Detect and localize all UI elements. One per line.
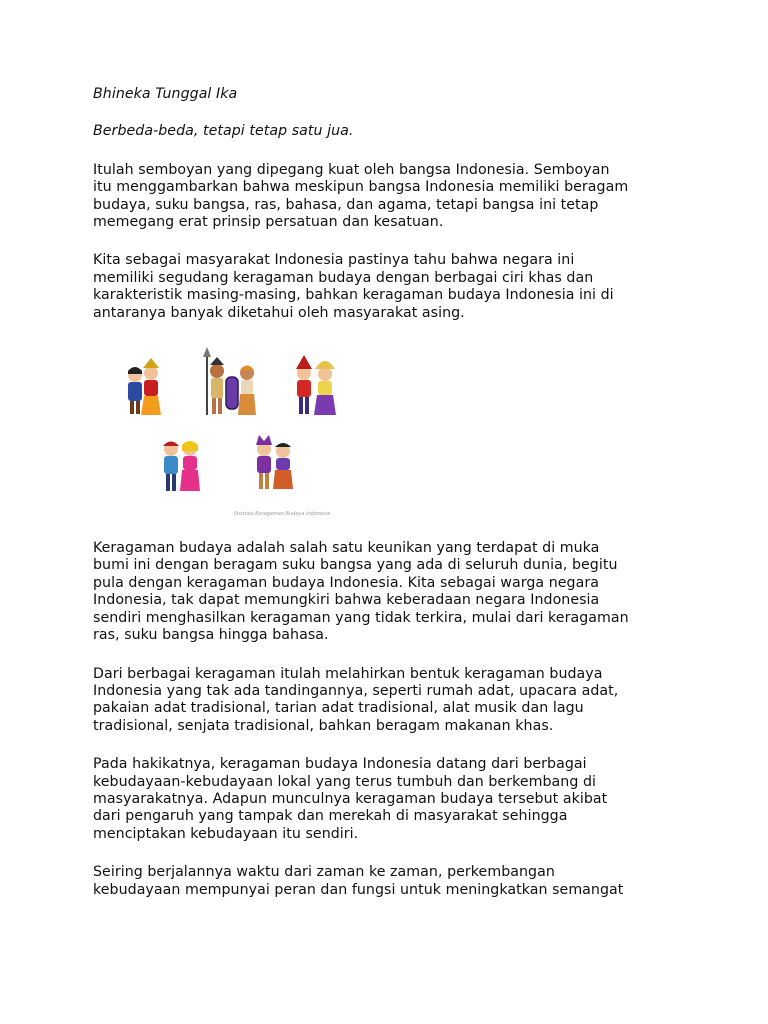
paragraph-line: Keragaman budaya adalah salah satu keunikan yang terdapat di muka	[93, 540, 600, 557]
paragraph-line: Kita sebagai masyarakat Indonesia pastinya tahu bahwa negara ini	[93, 252, 575, 269]
document-subtitle: Berbeda-beda, tetapi tetap satu jua.	[93, 123, 354, 140]
paragraph-line: ras, suku bangsa hingga bahasa.	[93, 627, 329, 644]
figure-couple-3	[296, 355, 336, 415]
paragraph-line: sendiri menghasilkan keragaman yang tidak terkira, mulai dari keragaman	[93, 609, 629, 626]
paragraph-5	[93, 756, 693, 843]
paragraph-line: budaya, suku bangsa, ras, bahasa, dan agama, tetapi bangsa ini tetap	[93, 196, 599, 213]
paragraph-line: menciptakan kebudayaan itu sendiri.	[93, 825, 359, 842]
paragraph-1	[93, 162, 693, 232]
paragraph-line: Indonesia, tak dapat memungkiri bahwa keberadaan negara Indonesia	[93, 592, 600, 609]
paragraph-line: kebudayaan mempunyai peran dan fungsi untuk meningkatkan semangat	[93, 881, 624, 898]
figure-couple-4	[163, 441, 200, 491]
paragraph-line: karakteristik masing-masing, bahkan keragaman budaya Indonesia ini di	[93, 287, 614, 304]
paragraph-line: itu menggambarkan bahwa meskipun bangsa Indonesia memiliki beragam	[93, 179, 629, 196]
paragraph-line: bumi ini dengan beragam suku bangsa yang ada di seluruh dunia, begitu	[93, 557, 618, 574]
paragraph-6	[93, 864, 693, 899]
paragraph-line: Dari berbagai keragaman itulah melahirkan bentuk keragaman budaya	[93, 665, 603, 682]
figure-couple-2	[203, 347, 256, 415]
paragraph-4	[93, 666, 693, 736]
paragraph-line: pula dengan keragaman budaya Indonesia. Kita sebagai warga negara	[93, 574, 599, 591]
paragraph-line: dari pengaruh yang tampak dan merekah di masyarakat sehingga	[93, 808, 568, 825]
paragraph-line: Itulah semboyan yang dipegang kuat oleh bangsa Indonesia. Semboyan	[93, 161, 610, 178]
paragraph-3	[93, 540, 693, 644]
paragraph-line: antaranya banyak diketahui oleh masyarakat asing.	[93, 304, 465, 321]
figure-couple-5	[256, 435, 293, 489]
paragraph-line: Seiring berjalannya waktu dari zaman ke zaman, perkembangan	[93, 864, 555, 881]
document-title: Bhineka Tunggal Ika	[93, 86, 238, 102]
document-page	[93, 86, 693, 920]
paragraph-line: pakaian adat tradisional, tarian adat tradisional, alat musik dan lagu	[93, 700, 584, 717]
paragraph-line: memiliki segudang keragaman budaya dengan berbagai ciri khas dan	[93, 269, 594, 286]
paragraph-line: masyarakatnya. Adapun munculnya keragaman budaya tersebut akibat	[93, 790, 608, 807]
paragraph-line: Indonesia yang tak ada tandingannya, seperti rumah adat, upacara adat,	[93, 682, 619, 699]
illustration-caption: Ilustrasi Keragaman Budaya Indonesia	[234, 511, 331, 518]
paragraph-line: memegang erat prinsip persatuan dan kesatuan.	[93, 214, 444, 231]
paragraph-2	[93, 252, 693, 322]
figure-couple-1	[128, 358, 161, 415]
paragraph-line: Pada hakikatnya, keragaman budaya Indonesia datang dari berbagai	[93, 756, 587, 773]
cultural-diversity-illustration	[99, 343, 359, 523]
illustration-svg	[99, 343, 359, 523]
paragraph-line: tradisional, senjata tradisional, bahkan beragam makanan khas.	[93, 717, 554, 734]
paragraph-line: kebudayaan-kebudayaan lokal yang terus tumbuh dan berkembang di	[93, 773, 597, 790]
